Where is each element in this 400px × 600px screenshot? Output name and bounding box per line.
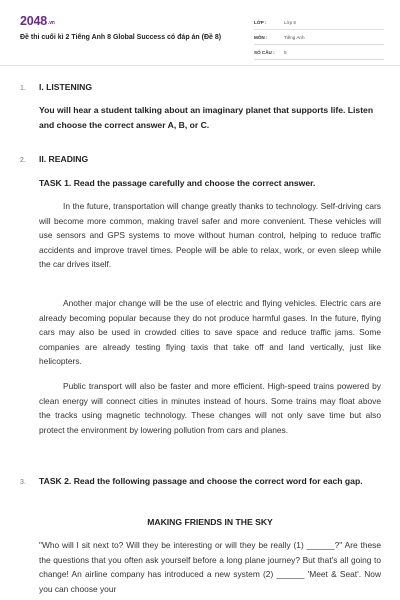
meta-key: LỚP :	[254, 19, 267, 25]
listening-instruction: You will hear a student talking about an imaginary planet that supports life. Listen and choose the correct answer A, B, or C.	[39, 105, 374, 130]
logo-text: 2048	[20, 14, 48, 28]
section-task2-heading	[20, 476, 39, 486]
reading-paragraph-3: Public transport will also be faster and more efficient. High-speed trains powered by clean energy will connect cities in minutes instead of hours. Some trains may float above the tracks using magnetic technology. These changes will not only save time but also protect the environment by lowering pollution from cars and planes.	[39, 381, 381, 435]
task2-title: TASK 2. Read the following passage and choose the correct word for each gap.	[39, 476, 363, 486]
meta-key: MÔN :	[254, 34, 268, 40]
meta-row-subject	[254, 30, 384, 45]
task1-title: TASK 1. Read the passage carefully and choose the correct answer.	[39, 178, 316, 188]
meta-key: SỐ CÂU :	[254, 49, 275, 55]
task2-passage: "Who will I sit next to? Will they be interesting or will they be really (1) ______?" Are these the questions that you often ask yourself before a long plane journey? But that's all going to change! An airline company has introduced a new system (2) ______ 'Meet & Seat'. Now you can choose your	[39, 540, 381, 594]
section-number: 3.	[20, 479, 26, 486]
section-title: I. LISTENING	[39, 82, 92, 92]
document-meta	[254, 15, 384, 60]
section-title: II. READING	[39, 154, 89, 164]
section-listening-heading	[20, 82, 92, 92]
reading-paragraph-2: Another major change will be the use of electric and flying vehicles. Electric cars are already becoming popular because they do not produce harmful gases. In the future, flying cars may also be used in crowded cities to save space and reduce traffic jams. Some companies are already testing flying taxis that take off and land vertically, just like helicopters.	[39, 298, 381, 366]
meta-value: 5	[284, 49, 287, 55]
meta-row-class	[254, 15, 384, 30]
section-reading-heading	[20, 154, 88, 164]
meta-value: Tiếng Anh	[284, 34, 305, 40]
section-number: 1.	[20, 85, 26, 92]
section-number: 2.	[20, 157, 26, 164]
passage-title: MAKING FRIENDS IN THE SKY	[147, 517, 273, 527]
site-logo[interactable]	[20, 14, 55, 28]
meta-value: Lớp 8	[284, 19, 296, 25]
document-header	[0, 0, 400, 66]
document-title: Đề thi cuối kì 2 Tiếng Anh 8 Global Success có đáp án (Đề 8)	[20, 34, 222, 41]
meta-row-question-count	[254, 45, 384, 60]
logo-suffix: .vn	[48, 20, 55, 26]
reading-paragraph-1: In the future, transportation will change greatly thanks to technology. Self-driving cars will become more common, making travel safer and more convenient. These vehicles will use sensors and GPS systems to move without human control, helping to reduce traffic accidents and improve travel times. People will be able to relax, work, or even sleep while the car drives itself.	[39, 201, 381, 269]
